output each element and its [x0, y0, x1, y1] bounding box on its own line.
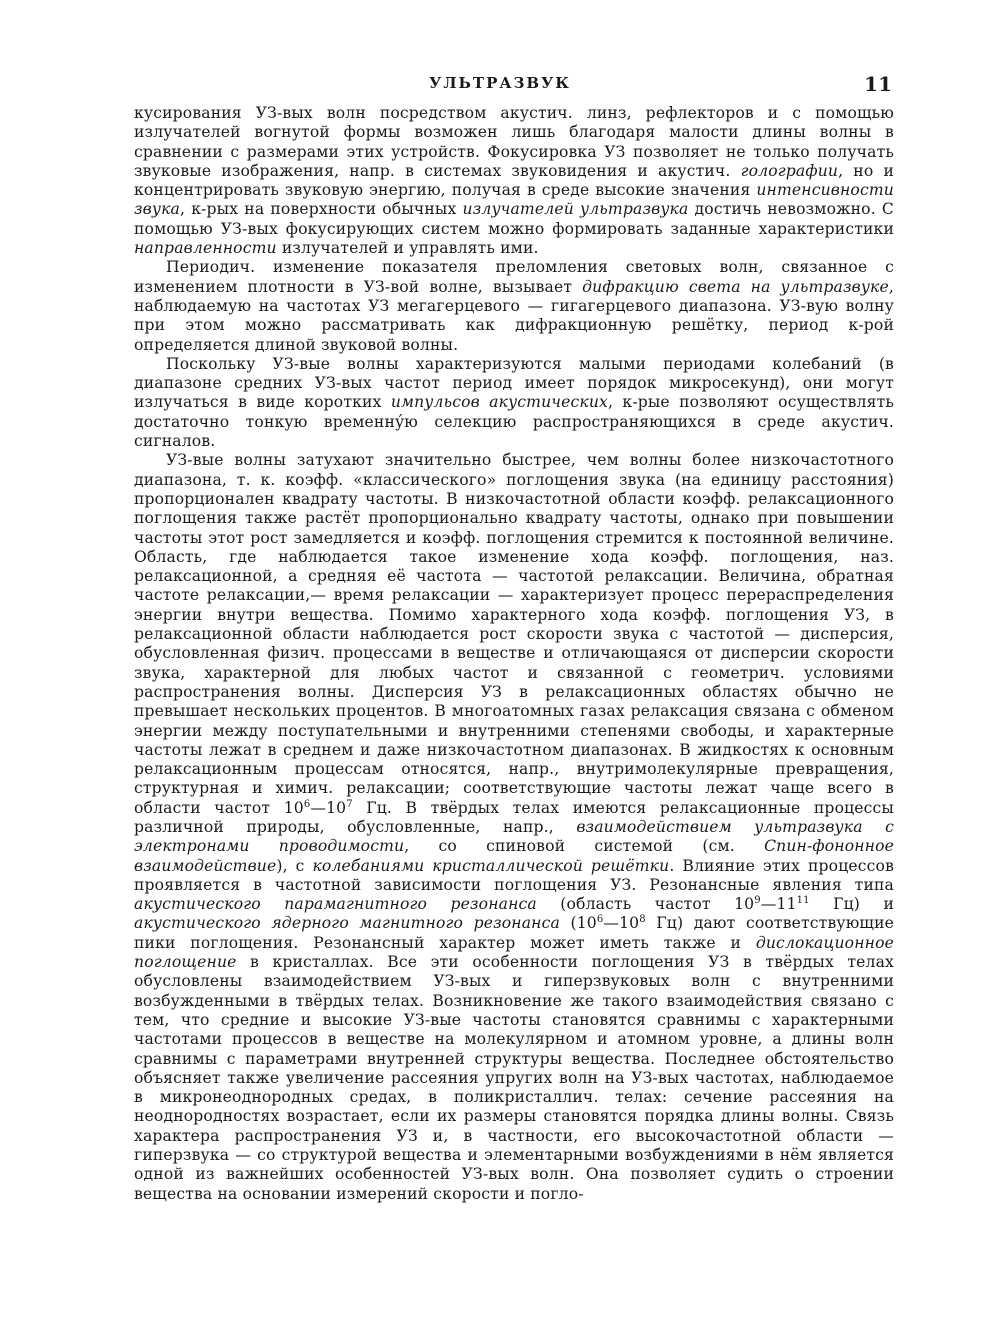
text-run: Поскольку УЗ-вые волны характеризуются малыми периодами колебаний (в диапазоне средних УЗ-вых частот период имеет порядок микросекунд), они могут излучаться в виде коротких [134, 354, 894, 412]
text-run: —10 [603, 914, 640, 933]
italic-term: акустического ядерного магнитного резонанса [134, 914, 560, 933]
italic-term: интенсивности звука [134, 181, 894, 219]
article-text-column [134, 104, 894, 1204]
text-run: достичь невозможно. С помощью УЗ-вых фокусирующих систем можно формировать заданные характеристики [134, 200, 894, 238]
italic-term: взаимодействием ультразвука с электронами проводимости [134, 817, 894, 856]
superscript-exponent: 11 [796, 895, 810, 907]
text-run: . Влияние этих процессов проявляется в частотной зависимости поглощения УЗ. Резонансные явления типа [134, 856, 894, 894]
paragraph [134, 104, 894, 258]
text-run: Периодич. изменение показателя преломления световых волн, связанное с изменением плотности в УЗ-вой волне, вызывает [134, 258, 894, 296]
superscript-exponent: 6 [596, 914, 604, 926]
text-run: (10 [559, 914, 597, 933]
italic-term: импульсов акустических [390, 393, 608, 412]
text-run: кусирования УЗ-вых волн посредством акустич. линз, рефлекторов и с помощью излучателей вогнутой формы возможен лишь благодаря малости длины волны в сравнении с размерами этих устройств. Фокусировка УЗ позволяет не только получать звуковые изображения, напр. в системах звуковидения и акустич. [134, 104, 894, 180]
italic-term: дифракцию света на ультразвуке [582, 277, 889, 296]
superscript-exponent: 6 [303, 798, 311, 810]
text-run: , наблюдаемую на частотах УЗ мегагерцевого — гигагерцевого диапазона. УЗ-вую волну при этом можно рассматривать как дифракционную решётку, период к-рой определяется длиной звуковой волны. [134, 277, 895, 354]
page-number: 11 [864, 72, 892, 96]
running-title: УЛЬТРАЗВУК [429, 74, 571, 92]
italic-term: голографии [740, 161, 839, 180]
paragraph [134, 355, 894, 451]
superscript-exponent: 9 [754, 895, 761, 907]
italic-term: направленности [134, 239, 277, 258]
text-run: —10 [310, 798, 347, 817]
text-run: Гц. В твёрдых телах имеются релаксационные процессы различной природы, обусловленные, напр., [134, 798, 894, 836]
text-run: Гц) дают соответствующие пики поглощения. Резонансный характер может иметь также и [134, 914, 894, 952]
italic-term: акустического парамагнитного резонанса [134, 895, 537, 914]
paragraph [134, 451, 894, 1204]
italic-term: излучателей ультразвука [462, 200, 689, 219]
text-run: , со спиновой системой (см. [404, 837, 765, 856]
text-run: (область частот 10 [536, 895, 755, 914]
italic-term: Спин-фононное взаимодействие [134, 837, 894, 875]
italic-term: дислокационное поглощение [134, 933, 894, 972]
paragraph [134, 258, 894, 354]
text-run: УЗ-вые волны затухают значительно быстрее, чем волны более низкочастотного диапазона, т. к. коэфф. «классического» поглощения звука (на единицу расстояния) пропорционален квадрату частоты. В низкочастотной области коэфф. релаксационного поглощения также растёт пропорционально квадрату частоты, однако при повышении частоты этот рост замедляется и коэфф. поглощения стремится к постоянной величине. Область, где наблюдается такое изменение хода коэфф. поглощения, наз. релаксационной, а средняя её частота — частотой релаксации. Величина, обратная частоте релаксации,— время релаксации — характеризует процесс перераспределения энергии внутри вещества. Помимо характерного хода коэфф. поглощения УЗ, в релаксационной области наблюдается рост скорости звука с частотой — дисперсия, обусловленная физич. процессами в веществе и отличающаяся от дисперсии скорости звука, характерной для любых частот и связанной с геометрич. условиями распространения волны. Дисперсия УЗ в релаксационных областях обычно не превышает нескольких процентов. В многоатомных газах релаксация связана с обменом энергии между поступательными и внутренними степенями свободы, и характерные частоты лежат в среднем и даже низкочастотном диапазонах. В жидкостях к основным релаксационным процессам относятся, напр., внутримолекулярные превращения, структурная и химич. релаксации; соответствующие частоты лежат чаще всего в области частот [134, 451, 894, 817]
text-run: ), с [276, 856, 313, 875]
running-head [0, 72, 1000, 102]
text-run: излучателей и управлять ими. [276, 239, 539, 258]
text-run: , к-рых на поверхности обычных [180, 200, 463, 219]
superscript-exponent: 8 [639, 914, 646, 926]
text-run: в кристаллах. Все эти особенности поглощения УЗ в твёрдых телах обусловлены взаимодействием УЗ-вых и гиперзвуковых волн с внутренними возбужденными в твёрдых телах. Возникновение же такого взаимодействия связано с тем, что средние и высокие УЗ-вые частоты становятся сравнимы с характерными частотами процессов в веществе на молекулярном и атомном уровне, а длины волн сравнимы с параметрами внутренней структуры вещества. Последнее обстоятельство объясняет также увеличение рассеяния упругих волн на УЗ-вых частотах, наблюдаемое в микронеоднородных средах, в поликристаллич. телах: сечение рассеяния на неоднородностях возрастает, если их размеры становятся порядка длины волны. Связь характера распространения УЗ и, в частности, его высокочастотной области — гиперзвука — со структурой вещества и элементарными возбуждениями в нём является одной из важнейших особенностей УЗ-вых волн. Она позволяет судить о строении вещества на основании измерений скорости и погло- [134, 953, 894, 1203]
text-run: —11 [760, 895, 797, 914]
text-run: Гц) и [809, 895, 894, 914]
text-run: , но и концентрировать звуковую энергию, получая в среде высокие значения [134, 161, 894, 200]
italic-term: колебаниями кристаллической решётки [312, 856, 670, 875]
text-run: 10 [283, 798, 304, 817]
text-run: , к-рые позволяют осуществлять достаточно тонкую временну́ю селекцию распространяющихся в среде акустич. сигналов. [134, 393, 895, 451]
superscript-exponent: 7 [346, 798, 353, 810]
